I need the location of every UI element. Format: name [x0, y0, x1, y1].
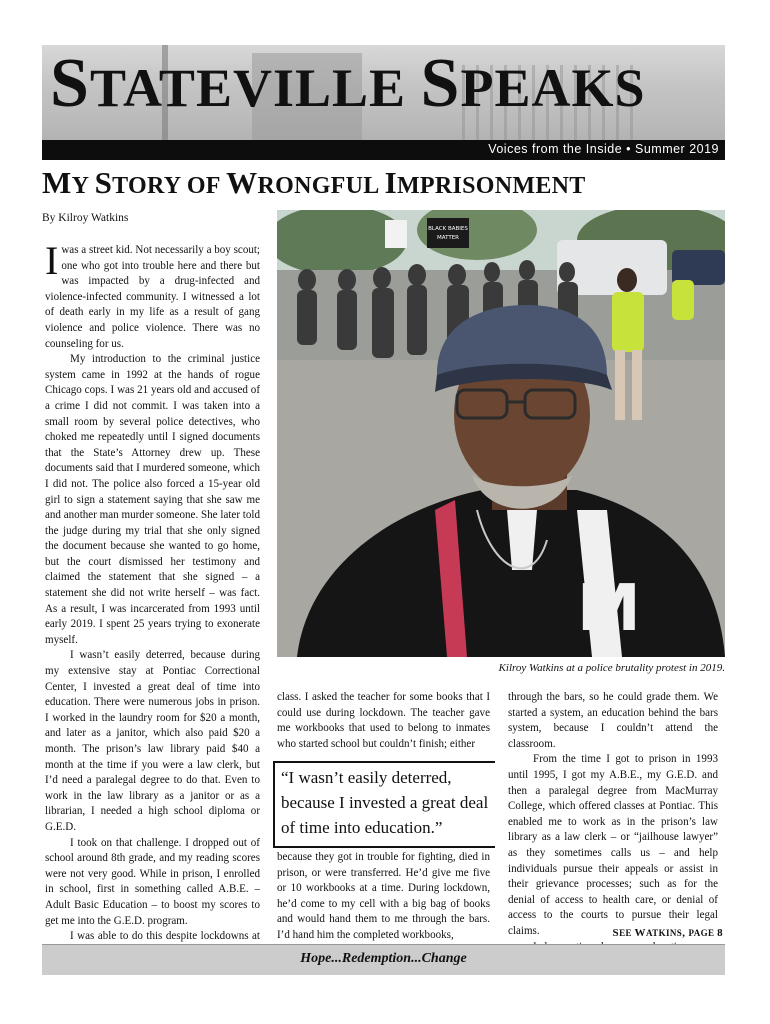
masthead — [42, 45, 725, 160]
article-paragraph: because they got in trouble for fighting, died in prison, or were transferred. He’d give me five or 10 workbooks at a time. During lockdown, he’d come to my cell with a big bag of books and would hand them to me through the bars. I’d hand him the completed workbooks, — [277, 851, 490, 941]
newsletter-title: STATEVILLE SPEAKS — [50, 45, 646, 122]
footer-banner — [42, 944, 725, 975]
masthead-tagline-bar — [42, 140, 725, 160]
footer-slogan: Hope...Redemption...Change — [300, 951, 467, 966]
byline: By Kilroy Watkins — [42, 212, 129, 224]
article-paragraph: I took on that challenge. I dropped out of school around 8th grade, and my reading scores were not very good. While in prison, I enrolled in school, first in something called A.B.E. – Adult Basic Education – to boost my scores to get me into the G.E.D. program. — [45, 836, 260, 927]
masthead-tagline: Voices from the Inside • Summer 2019 — [488, 142, 719, 156]
article-column-2 — [277, 690, 490, 752]
pull-quote — [273, 761, 495, 848]
svg-text:M: M — [577, 572, 641, 646]
article-headline: MY STORY OF WRONGFUL IMPRISONMENT — [42, 165, 586, 200]
protest-photo-illustration — [277, 210, 725, 657]
article-column-3 — [508, 690, 718, 955]
article-column-1 — [45, 238, 260, 976]
protest-sign-line-1: BLACK BABIES — [428, 226, 468, 232]
pull-quote-text: “I wasn’t easily deterred, because I invested a great deal of time into education.” — [281, 768, 489, 837]
article-paragraph: through the bars, so he could grade them. We started a system, an education behind the bars system, because I couldn’t attend the classroom. — [508, 691, 718, 750]
continued-on-link[interactable]: SEE WATKINS, PAGE 8 — [612, 927, 723, 939]
article-paragraph: Iwas a street kid. Not necessarily a boy scout; one who got into trouble here and there but was impacted by a drug-infected and violence-infected community. I witnessed a lot of death early in my life as a result of gang violence and police violence. There was no counseling for us. — [45, 238, 260, 350]
article-paragraph: class. I asked the teacher for some books that I could use during lockdown. The teacher gave me workbooks that used to belong to inmates who started school but couldn’t finish; either — [277, 691, 490, 750]
article-paragraph: I was able to do this despite lockdowns at — [70, 930, 260, 943]
article-paragraph: I wasn’t easily deterred, because during my extensive stay at Pontiac Correctional Center, I invested a great deal of time into education. There were numerous jobs in prison. I worked in the laundry room for $20 a month, and later as a janitor, which also paid $20 a month. The prison’s law library paid $40 a month at the time if you were a law clerk, but I’d need a paralegal degree to do that. Even to work in the law library as a janitor or as a librarian, I needed a high school diploma or G.E.D. — [45, 649, 260, 833]
drop-cap: I — [45, 238, 59, 283]
article-paragraph: My introduction to the criminal justice system came in 1992 at the hands of rogue Chicago cops. I was 21 years old and accused of a crime I did not commit. I was taken into a small room by several police detectives, who choked me repeatedly until I signed documents that the State’s Attorney drew up. These documents said that I murdered someone, which I did not. The police also forced a 15-year old girl to sign a statement saying that she saw me and another man murder someone. She later told the judge during my trial that she only signed the document because she wanted to go home, but the court dismissed her testimony and claimed the statement that she signed – a statement she did not write herself – was fact. As a result, I was incarcerated from 1993 until early 2019. I spent 25 years trying to exonerate myself. — [45, 353, 260, 646]
photo-caption: Kilroy Watkins at a police brutality protest in 2019. — [498, 662, 725, 674]
article-paragraph: From the time I got to prison in 1993 until 1995, I got my A.B.E., my G.E.D. and then a paralegal degree from MacMurray College, which offered classes at Pontiac. This enabled me to work as in the prison’s law library as a law clerk – or “jailhouse lawyer” as they sometimes calls us – and help individuals pursue their appeals or assist in their grievance processes; such as for the denial of access to health care, or denial of access to the courts to pursue their legal claims. — [508, 753, 718, 937]
protest-sign-line-2: MATTER — [437, 235, 459, 241]
pull-quote-rule — [273, 763, 275, 846]
protest-photo — [277, 210, 725, 657]
article-column-2-continued — [277, 850, 490, 944]
